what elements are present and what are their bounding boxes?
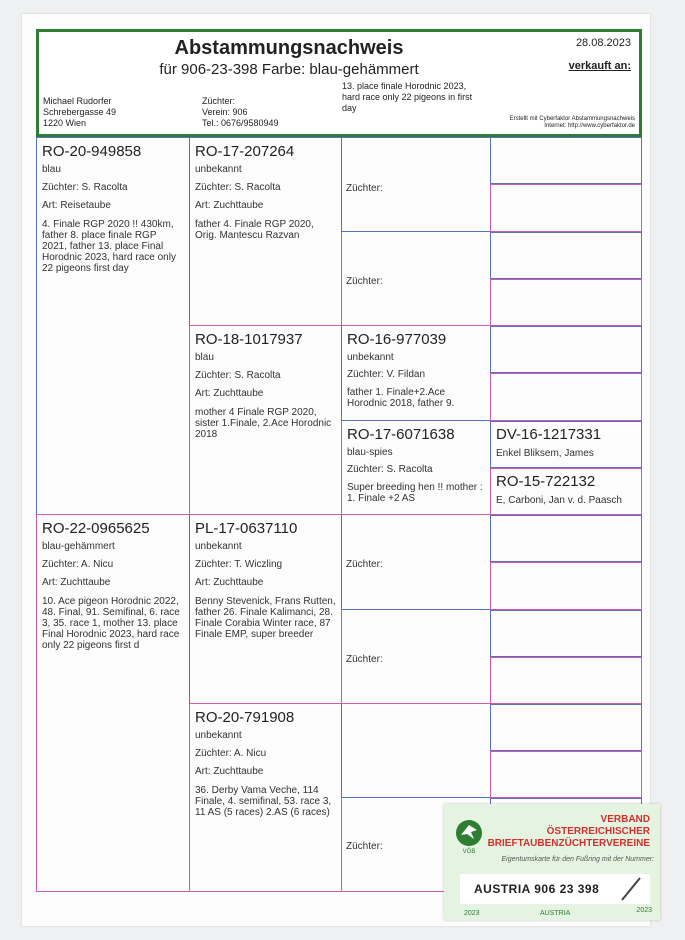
description: mother 4 Finale RGP 2020, sister 1.Finale, 2.Ace Horodnic 2018 [195, 407, 332, 440]
gen3-cell-1 [341, 137, 490, 232]
pigeon-type: Art: Zuchttaube [195, 766, 264, 777]
description: 4. Finale RGP 2020 !! 430km, father 8. place finale RGP 2021, father 13. place Final Horodnic 2023, hard race only 22 pigeons first day [42, 219, 176, 274]
pigeon-type: Art: Zuchttaube [195, 200, 264, 211]
gen4-cell-4 [490, 279, 642, 326]
credit [510, 116, 635, 130]
gen3-cell-2 [341, 232, 490, 326]
gen4-cell-11 [490, 610, 642, 657]
sold-to-label: verkauft an: [568, 60, 631, 72]
gen4-cell-2 [490, 184, 642, 232]
description: 36. Derby Vama Veche, 114 Finale, 4. semifinal, 53. race 3, 11 AS (5 races) 2.AS (6 races) [195, 785, 332, 818]
color: unbekannt [347, 352, 394, 363]
phone: Tel.: 0676/9580949 [202, 118, 279, 128]
color: unbekannt [195, 541, 242, 552]
gen4-cell-1 [490, 137, 642, 184]
description: Super breeding hen !! mother : 1. Finale +2 AS [347, 482, 483, 504]
gen4-cell-14 [490, 751, 642, 798]
breeder: Züchter: [346, 559, 383, 570]
granddam-paternal-cell [189, 326, 341, 515]
association-name [488, 814, 650, 850]
gen4-cell-12 [490, 657, 642, 704]
card-year-right: 2023 [636, 907, 652, 914]
club-number: Verein: 906 [202, 107, 248, 117]
pigeon-type: Art: Zuchttaube [195, 577, 264, 588]
gen4-cell-13 [490, 704, 642, 751]
pen-icon [618, 876, 644, 902]
breeder: Züchter: [346, 654, 383, 665]
gen4-cell-7 [490, 421, 642, 468]
breeder: Züchter: T. Wiczling [195, 559, 283, 570]
dam-cell [36, 515, 189, 892]
org-line-3: BRIEFTAUBENZÜCHTERVEREINE [487, 838, 650, 849]
pigeon-type: Art: Zuchttaube [42, 577, 111, 588]
org-line-2: ÖSTERREICHISCHER [546, 826, 650, 837]
pedigree-grid [36, 137, 642, 892]
breeder: Züchter: S. Racolta [195, 182, 281, 193]
org-line-1: VERBAND [600, 814, 650, 825]
breeder: Züchter: [346, 276, 383, 287]
breeder: Züchter: V. Fildan [347, 369, 426, 380]
gen3-cell-6 [341, 610, 490, 704]
gen4-cell-5 [490, 326, 642, 373]
ring-number: RO-17-207264 [195, 143, 295, 160]
document-subtitle: für 906-23-398 Farbe: blau-gehämmert [159, 61, 419, 78]
ring-ownership-card [444, 804, 660, 920]
description: Benny Stevenick, Frans Rutten, father 26. Finale Kalimanci, 28. Finale Corabia Winter race, 87 Finale EMP, super breeder [195, 596, 336, 640]
gen4-cell-9 [490, 515, 642, 562]
gen4-cell-8 [490, 468, 642, 515]
ring-number-band [460, 874, 650, 904]
card-country: AUSTRIA [540, 910, 571, 917]
description: father 4. Finale RGP 2020, Orig. Mantescu Razvan [195, 219, 314, 241]
document-title: Abstammungsnachweis [174, 37, 404, 59]
color: blau [42, 164, 61, 175]
gen3-cell-5 [341, 515, 490, 610]
pigeon-name: Enkel Bliksem, James [496, 448, 594, 459]
owner-city: 1220 Wien [43, 118, 87, 128]
gen3-cell-3 [341, 326, 490, 421]
breeder: Züchter: S. Racolta [42, 182, 128, 193]
breeder: Züchter: A. Nicu [42, 559, 114, 570]
ring-number: RO-22-0965625 [42, 520, 150, 537]
breeder: Züchter: [346, 183, 383, 194]
ring-number: RO-16-977039 [347, 331, 447, 348]
breeder: Züchter: A. Nicu [195, 748, 267, 759]
header-note: 13. place finale Horodnic 2023, hard race only 22 pigeons in first day [342, 81, 473, 113]
ring-number: RO-18-1017937 [195, 331, 303, 348]
breeder: Züchter: S. Racolta [195, 370, 281, 381]
gen3-cell-7 [341, 704, 490, 798]
created-with: Erstellt mit Cyberfaktor Abstammungsnachweis [509, 116, 635, 122]
gen4-cell-3 [490, 232, 642, 279]
owner-name: Michael Rudorfer [43, 96, 112, 106]
ring-number: RO-20-949858 [42, 143, 142, 160]
pigeon-name: E, Carboni, Jan v. d. Paasch [496, 495, 622, 506]
breeder-info [202, 96, 279, 129]
description: father 1. Finale+2.Ace Horodnic 2018, father 9. [347, 387, 455, 409]
gen4-cell-10 [490, 562, 642, 610]
ring-number: RO-20-791908 [195, 709, 295, 726]
voeb-logo-icon [454, 818, 484, 856]
grandsire-paternal-cell [189, 137, 341, 326]
ring-number: RO-15-722132 [496, 473, 596, 490]
card-year-left: 2023 [464, 910, 480, 917]
ownership-caption: Eigentumskarte für den Fußring mit der Nummer: [501, 856, 654, 863]
granddam-maternal-cell [189, 704, 341, 892]
pigeon-type: Art: Reisetaube [42, 200, 111, 211]
date: 28.08.2023 [575, 37, 631, 49]
color: unbekannt [195, 730, 242, 741]
pigeon-type: Art: Zuchttaube [195, 388, 264, 399]
ring-number: RO-17-6071638 [347, 426, 455, 443]
grandsire-maternal-cell [189, 515, 341, 704]
sire-cell [36, 137, 189, 515]
gen4-cell-6 [490, 373, 642, 421]
breeder-label: Züchter: [202, 96, 236, 106]
owner-street: Schrebergasse 49 [43, 107, 117, 117]
color: blau [195, 352, 214, 363]
breeder: Züchter: S. Racolta [347, 464, 433, 475]
header-box [36, 29, 642, 137]
color: blau-spies [347, 447, 393, 458]
ring-number: PL-17-0637110 [195, 520, 298, 537]
ring-number: AUSTRIA 906 23 398 [474, 882, 600, 896]
website: Internet: http://www.cyberfaktor.de [544, 123, 635, 129]
color: unbekannt [195, 164, 242, 175]
description: 10. Ace pigeon Horodnic 2022, 48. Final, 91. Semifinal, 6. race 3, 35. race 1, mother 13. place Final Horodnic 2023, hard race only 22 pigeons first d [42, 596, 180, 651]
gen3-cell-4 [341, 421, 490, 515]
breeder: Züchter: [346, 841, 383, 852]
owner-address [43, 96, 116, 129]
ring-number: DV-16-1217331 [496, 426, 602, 443]
color: blau-gehämmert [42, 541, 115, 552]
logo-text: VÖB [462, 849, 476, 855]
